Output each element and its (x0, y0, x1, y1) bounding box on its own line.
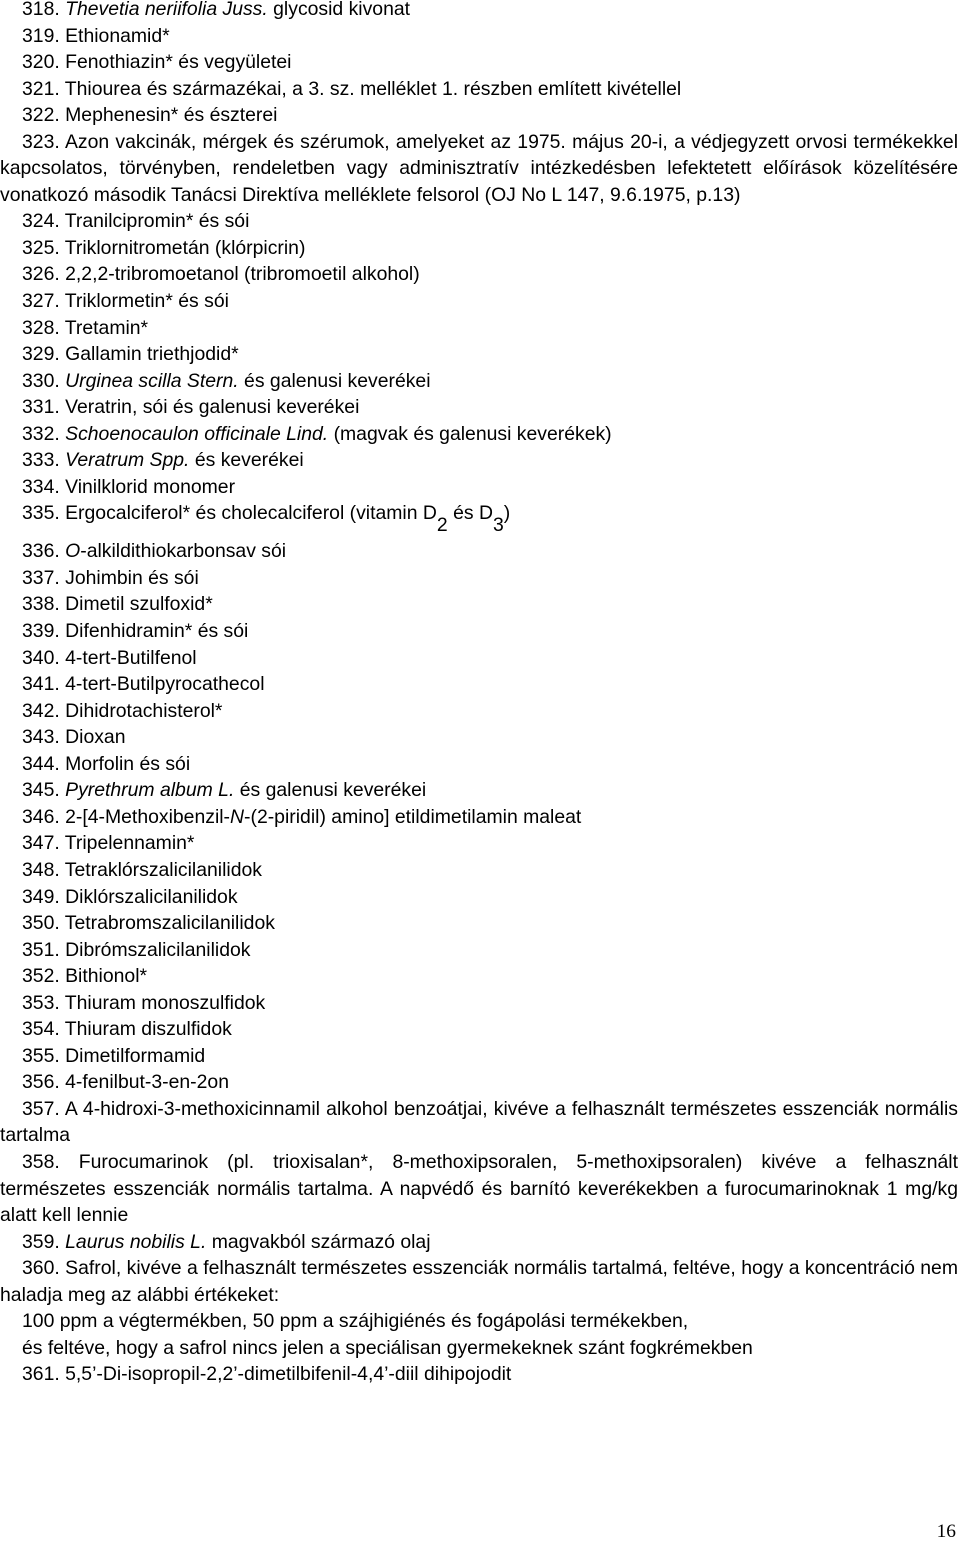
list-item-322: 322. Mephenesin* és észterei (22, 104, 278, 127)
list-item-335: 335. Ergocalciferol* és cholecalciferol (vitamin D2 és D3) (22, 502, 511, 537)
list-item-347: 347. Tripelennamin* (22, 832, 195, 855)
list-item-323: 323. Azon vakcinák, mérgek és szérumok, amelyeket az 1975. május 20-i, a védjegyzett orvosi termékekkel kapcsolatos, törvényben, rendeletben vagy adminisztratív intézkedésben lefektetett előírások közelítésére vonatkozó második Tanácsi Direktíva melléklete felsorol (OJ No L 147, 9.6.1975, p.13) (0, 130, 958, 206)
list-item-319: 319. Ethionamid* (22, 24, 170, 47)
list-item-357: 357. A 4-hidroxi-3-methoxicinnamil alkohol benzoátjai, kivéve a felhasznált természetes esszenciák normális tartalma (0, 1097, 958, 1147)
list-item-326: 326. 2,2,2-tribromoetanol (tribromoetil alkohol) (22, 263, 420, 286)
list-item-327: 327. Triklormetin* és sói (22, 290, 229, 313)
list-item-349: 349. Diklórszalicilanilidok (22, 885, 238, 908)
list-item-360: 360. Safrol, kivéve a felhasznált természetes esszenciák normális tartalmá, feltéve, hogy a koncentráció nem haladja meg az alábbi értékeket: (0, 1257, 958, 1306)
list-item-354: 354. Thiuram diszulfidok (22, 1018, 232, 1041)
list-item-342: 342. Dihidrotachisterol* (22, 699, 223, 722)
list-item-350: 350. Tetrabromszalicilanilidok (22, 912, 275, 935)
list-item-331: 331. Veratrin, sói és galenusi keverékei (22, 396, 360, 419)
list-item-336: 336. O-alkildithiokarbonsav sói (22, 540, 287, 563)
list-item-337: 337. Johimbin és sói (22, 566, 199, 589)
list-item-320: 320. Fenothiazin* és vegyületei (22, 51, 292, 74)
list-item-359: 359. Laurus nobilis L. magvakból származó olaj (22, 1230, 431, 1253)
list-item-328: 328. Tretamin* (22, 316, 149, 339)
list-item-345: 345. Pyrethrum album L. és galenusi keverékei (22, 779, 427, 802)
list-item-346: 346. 2-[4-Methoxibenzil-N-(2-piridil) amino] etildimetilamin maleat (22, 805, 582, 828)
list-item-333: 333. Veratrum Spp. és keverékei (22, 449, 304, 472)
list-item-348: 348. Tetraklórszalicilanilidok (22, 858, 262, 881)
list-item-356: 356. 4-fenilbut-3-en-2on (22, 1071, 229, 1094)
list-item-334: 334. Vinilklorid monomer (22, 475, 236, 498)
list-item-341: 341. 4-tert-Butilpyrocathecol (22, 673, 265, 696)
list-item-338: 338. Dimetil szulfoxid* (22, 593, 213, 616)
page-number: 16 (936, 1521, 956, 1542)
list-item-351: 351. Dibrómszalicilanilidok (22, 938, 251, 961)
list-item-358: 358. Furocumarinok (pl. trioxisalan*, 8-methoxipsoralen, 5-methoxipsoralen) kivéve a felhasznált természetes esszenciák normális tartalma. A napvédő és barnító keverékekben a furocumarinoknak 1 mg/kg alatt kell lennie (0, 1150, 958, 1227)
list-item-329: 329. Gallamin triethjodid* (22, 343, 239, 366)
list-item-324: 324. Tranilcipromin* és sói (22, 210, 250, 233)
list-item-360-condition: és feltéve, hogy a safrol nincs jelen a speciálisan gyermekeknek szánt fogkrémekben (22, 1336, 753, 1359)
list-item-325: 325. Triklornitrometán (klórpicrin) (22, 236, 306, 259)
list-item-361: 361. 5,5’-Di-isopropil-2,2’-dimetilbifenil-4,4’-diil dihipojodit (22, 1363, 512, 1386)
list-item-344: 344. Morfolin és sói (22, 752, 191, 775)
list-item-330: 330. Urginea scilla Stern. és galenusi keverékei (22, 369, 431, 392)
list-item-353: 353. Thiuram monoszulfidok (22, 991, 266, 1014)
list-item-321: 321. Thiourea és származékai, a 3. sz. melléklet 1. részben említett kivétellel (22, 77, 682, 100)
list-item-318: 318. Thevetia neriifolia Juss. glycosid kivonat (22, 0, 411, 20)
list-item-360-limits: 100 ppm a végtermékben, 50 ppm a szájhigiénés és fogápolási termékekben, (22, 1310, 689, 1333)
list-item-339: 339. Difenhidramin* és sói (22, 620, 249, 643)
list-item-352: 352. Bithionol* (22, 965, 148, 988)
list-item-343: 343. Dioxan (22, 726, 126, 749)
list-item-340: 340. 4-tert-Butilfenol (22, 646, 197, 669)
list-item-355: 355. Dimetilformamid (22, 1044, 206, 1067)
list-item-332: 332. Schoenocaulon officinale Lind. (magvak és galenusi keverékek) (22, 422, 612, 445)
